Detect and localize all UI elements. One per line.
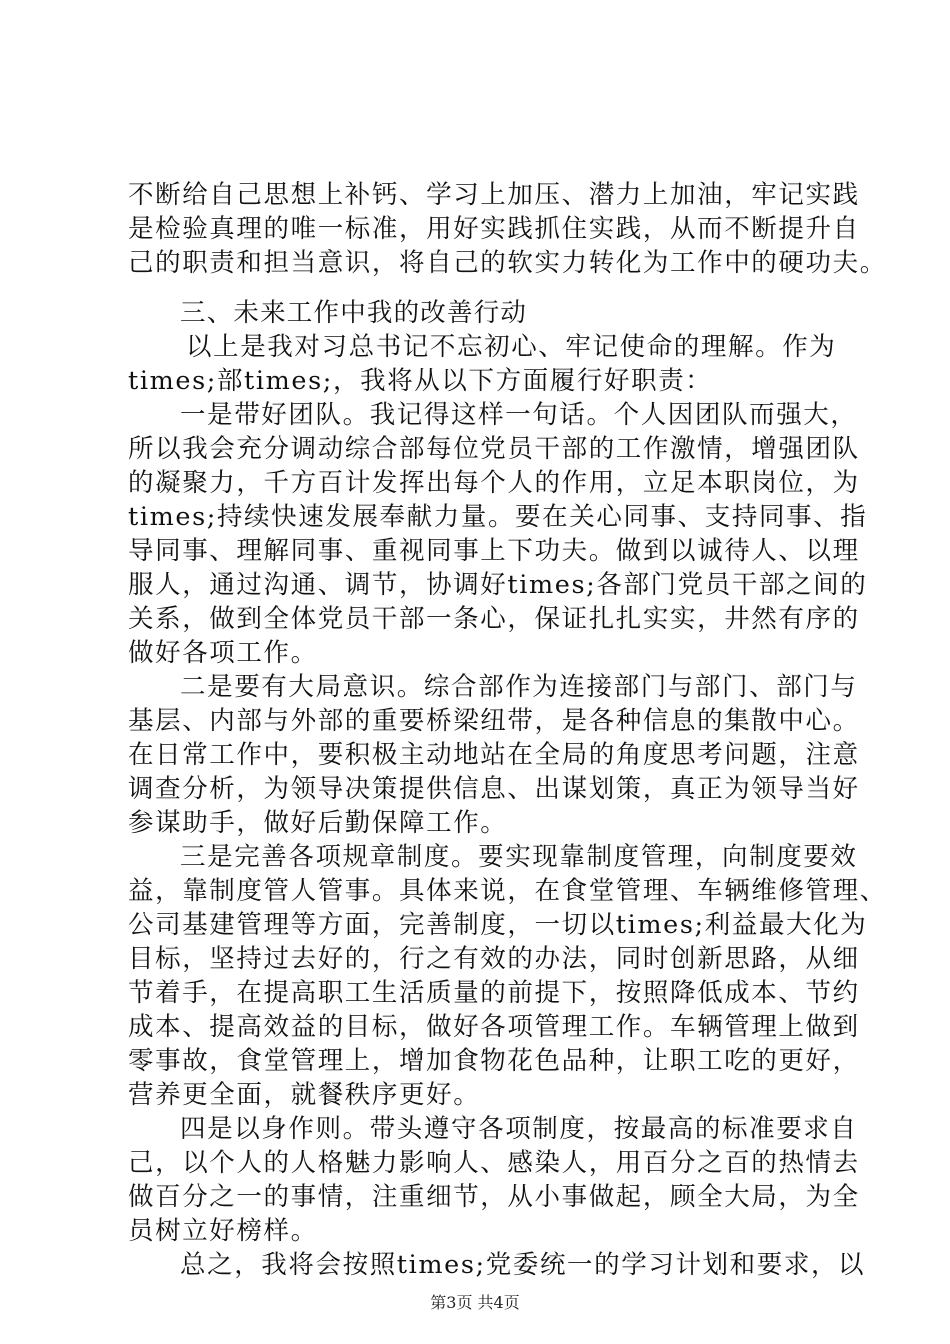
body-text-line: 节着手，在提高职工生活质量的前提下，按照降低成本、节约: [128, 978, 860, 1008]
body-text-line: 是检验真理的唯一标准，用好实践抓住实践，从而不断提升自: [128, 214, 860, 244]
body-text-line: 己的职责和担当意识，将自己的软实力转化为工作中的硬功夫。: [128, 248, 887, 278]
body-text-line: 的凝聚力，千方百计发挥出每个人的作用，立足本职岗位，为: [128, 468, 860, 498]
body-text-line: 总之，我将会按照times;党委统一的学习计划和要求，以: [180, 1250, 866, 1280]
body-text-line: 益，靠制度管人管事。具体来说，在食堂管理、车辆维修管理、: [128, 876, 887, 906]
section-heading: 三、未来工作中我的改善行动: [180, 298, 528, 328]
body-text-line: 公司基建管理等方面，完善制度，一切以times;利益最大化为: [128, 910, 868, 940]
body-text-line: 服人，通过沟通、调节，协调好times;各部门党员干部之间的: [128, 570, 868, 600]
body-text-line: 己，以个人的人格魅力影响人、感染人，用百分之百的热情去: [128, 1148, 860, 1178]
body-text-line: 以上是我对习总书记不忘初心、牢记使命的理解。作为: [186, 332, 837, 362]
body-text-line: 员树立好榜样。: [128, 1216, 318, 1246]
page-number-footer: 第3页 共4页: [430, 1293, 520, 1312]
body-text-line: 三是完善各项规章制度。要实现靠制度管理，向制度要效: [180, 842, 858, 872]
body-text-line: 在日常工作中，要积极主动地站在全局的角度思考问题，注意: [128, 740, 860, 770]
body-text-line: 参谋助手，做好后勤保障工作。: [128, 808, 508, 838]
body-text-line: 四是以身作则。带头遵守各项制度，按最高的标准要求自: [180, 1114, 858, 1144]
body-text-line: 调查分析，为领导决策提供信息、出谋划策，真正为领导当好: [128, 774, 860, 804]
body-text-line: 目标，坚持过去好的，行之有效的办法，同时创新思路，从细: [128, 944, 860, 974]
body-text-line: 不断给自己思想上补钙、学习上加压、潜力上加油，牢记实践: [128, 180, 860, 210]
body-text-line: 零事故，食堂管理上，增加食物花色品种，让职工吃的更好，: [128, 1046, 860, 1076]
body-text-line: 基层、内部与外部的重要桥梁纽带，是各种信息的集散中心。: [128, 706, 860, 736]
body-text-line: 关系，做到全体党员干部一条心，保证扎扎实实，井然有序的: [128, 604, 860, 634]
body-text-line: 营养更全面，就餐秩序更好。: [128, 1080, 481, 1110]
body-text-line: 做好各项工作。: [128, 638, 318, 668]
body-text-line: times;持续快速发展奉献力量。要在关心同事、支持同事、指: [128, 502, 868, 532]
body-text-line: 做百分之一的事情，注重细节，从小事做起，顾全大局，为全: [128, 1182, 860, 1212]
body-text-line: 导同事、理解同事、重视同事上下功夫。做到以诚待人、以理: [128, 536, 860, 566]
body-text-line: 二是要有大局意识。综合部作为连接部门与部门、部门与: [180, 672, 858, 702]
body-text-line: 成本、提高效益的目标，做好各项管理工作。车辆管理上做到: [128, 1012, 860, 1042]
body-text-line: times;部times;，我将从以下方面履行好职责：: [128, 366, 713, 396]
body-text-line: 一是带好团队。我记得这样一句话。个人因团队而强大，: [180, 400, 858, 430]
body-text-line: 所以我会充分调动综合部每位党员干部的工作激情，增强团队: [128, 434, 860, 464]
